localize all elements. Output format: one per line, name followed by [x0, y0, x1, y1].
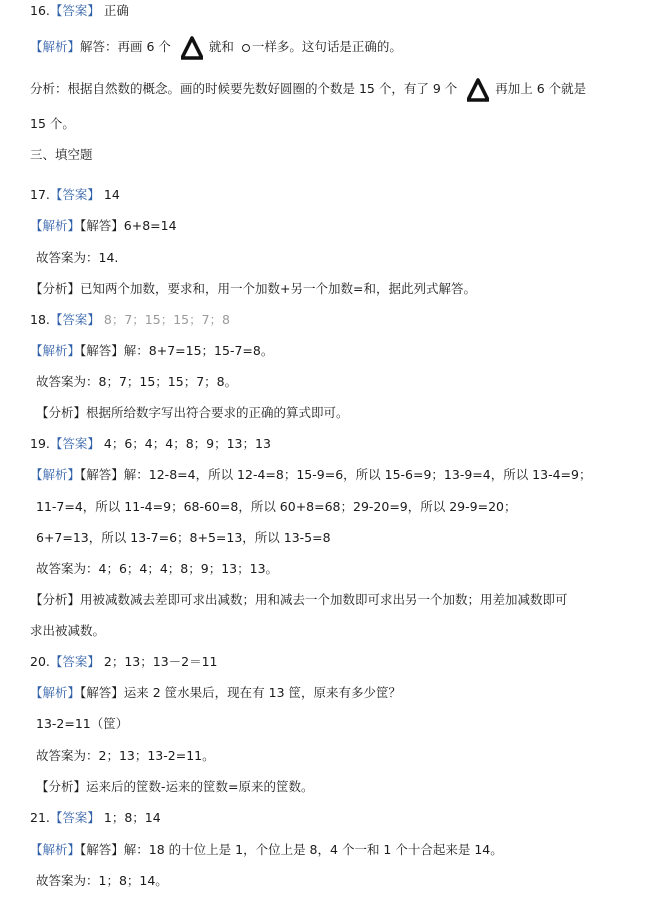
q17-solution-line — [30, 217, 177, 235]
q19-analysis-line-2 — [30, 622, 105, 640]
q20-solution-line-1 — [30, 684, 401, 702]
q17-answer: 14 — [103, 187, 120, 202]
q18-analysis-tag: 【分析】 — [36, 405, 87, 420]
q19-solution-line-2 — [36, 498, 516, 516]
q16-analysis-line — [30, 76, 586, 102]
q19-conclusion: 故答案为：4；6；4；4；8；9；13；13。 — [36, 561, 279, 576]
circle-icon — [242, 44, 250, 52]
q20-analysis: 运来后的筐数-运来的筐数=原来的筐数。 — [86, 779, 314, 794]
triangle-icon — [467, 78, 489, 102]
q18-answer-tag: 【答案】 — [49, 312, 100, 327]
q19-solution-tag: 【解答】 — [80, 467, 124, 482]
q19-answer-tag: 【答案】 — [49, 436, 100, 451]
q21-number: 21. — [30, 810, 50, 825]
q16-explanation-c: 一样多。这句话是正确的。 — [251, 39, 402, 54]
q18-solution-line — [30, 342, 273, 360]
q16-explanation-tag: 【解析】 — [30, 39, 81, 54]
q18-answer-line — [30, 311, 230, 329]
q17-answer-line — [30, 186, 120, 204]
q19-number: 19. — [30, 436, 50, 451]
q19-solution-line-3 — [36, 529, 331, 547]
q20-conclusion-line — [36, 747, 215, 765]
q21-solution: 解：18 的十位上是 1，个位上是 8，4 个一和 1 个十合起来是 14。 — [123, 842, 503, 857]
q16-analysis-c: 15 个。 — [30, 116, 75, 131]
q19-solution-2: 11-7=4，所以 11-4=9；68-60=8，所以 60+8=68；29-20=9，所以 29-9=20； — [36, 499, 517, 514]
q18-conclusion-line — [36, 373, 237, 391]
q20-explanation-tag: 【解析】 — [30, 685, 81, 700]
q16-answer: 正确 — [103, 3, 129, 18]
q21-solution-tag: 【解答】 — [80, 842, 124, 857]
q20-solution-tag: 【解答】 — [80, 685, 124, 700]
q21-conclusion-line — [36, 872, 168, 890]
q17-solution: 6+8=14 — [123, 218, 177, 233]
q16-analysis-b: 再加上 6 个就是 — [495, 81, 587, 96]
q21-solution-line — [30, 841, 503, 859]
q19-analysis-line-1 — [30, 591, 568, 609]
section-title — [30, 146, 93, 164]
q20-solution-2: 13-2=11（筐） — [36, 716, 129, 731]
q16-answer-line — [30, 2, 129, 20]
q18-solution-tag: 【解答】 — [80, 343, 124, 358]
q19-analysis-1: 用被减数减去差即可求出减数；用和减去一个加数即可求出另一个加数；用差加减数即可 — [80, 592, 568, 607]
q16-explanation-a: 解答：再画 6 个 — [80, 39, 171, 54]
q16-number: 16. — [30, 3, 50, 18]
q17-analysis-line — [30, 280, 476, 298]
q16-explanation-b: 就和 — [208, 39, 234, 54]
q19-analysis-tag: 【分析】 — [30, 592, 81, 607]
q19-solution-line-1 — [30, 466, 591, 484]
q18-conclusion: 故答案为：8；7；15；15；7；8。 — [36, 374, 238, 389]
q20-number: 20. — [30, 654, 50, 669]
q21-explanation-tag: 【解析】 — [30, 842, 81, 857]
q20-analysis-tag: 【分析】 — [36, 779, 87, 794]
q17-analysis-tag: 【分析】 — [30, 281, 81, 296]
q20-answer-line — [30, 653, 218, 671]
q19-analysis-2: 求出被减数。 — [30, 623, 106, 638]
section-title-text: 三、填空题 — [30, 147, 93, 162]
q17-conclusion: 故答案为：14. — [36, 250, 119, 265]
q17-conclusion-line — [36, 249, 118, 267]
q21-conclusion: 故答案为：1；8；14。 — [36, 873, 168, 888]
q16-explanation-line — [30, 34, 402, 60]
q16-answer-tag: 【答案】 — [49, 3, 100, 18]
q20-solution-1: 运来 2 筐水果后，现在有 13 筐，原来有多少筐？ — [123, 685, 402, 700]
q21-answer-tag: 【答案】 — [49, 810, 100, 825]
q19-answer-line — [30, 435, 271, 453]
q18-solution: 解：8+7=15；15-7=8。 — [123, 343, 274, 358]
q17-answer-tag: 【答案】 — [49, 187, 100, 202]
q18-number: 18. — [30, 312, 50, 327]
q19-explanation-tag: 【解析】 — [30, 467, 81, 482]
q20-analysis-line — [36, 778, 314, 796]
q20-answer-tag: 【答案】 — [49, 654, 100, 669]
q17-number: 17. — [30, 187, 50, 202]
q21-answer: 1；8；14 — [103, 810, 161, 825]
q20-answer: 2；13；13－2＝11 — [103, 654, 218, 669]
q19-conclusion-line — [36, 560, 278, 578]
q18-analysis: 根据所给数字写出符合要求的正确的算式即可。 — [86, 405, 349, 420]
q17-explanation-tag: 【解析】 — [30, 218, 81, 233]
q16-analysis-line-2 — [30, 115, 75, 133]
triangle-icon — [181, 36, 203, 60]
q20-conclusion: 故答案为：2；13；13-2=11。 — [36, 748, 215, 763]
q19-solution-3: 6+7=13，所以 13-7=6；8+5=13，所以 13-5=8 — [36, 530, 331, 545]
q21-answer-line — [30, 809, 161, 827]
q18-analysis-line — [36, 404, 349, 422]
q17-solution-tag: 【解答】 — [80, 218, 124, 233]
q18-answer: 8；7；15；15；7；8 — [103, 312, 231, 327]
q19-answer: 4；6；4；4；8；9；13；13 — [103, 436, 271, 451]
q20-solution-line-2 — [36, 715, 128, 733]
q17-analysis: 已知两个加数，要求和，用一个加数+另一个加数=和，据此列式解答。 — [80, 281, 476, 296]
q19-solution-1: 解：12-8=4，所以 12-4=8；15-9=6，所以 15-6=9；13-9=4，所以 13-4=9； — [123, 467, 592, 482]
q16-analysis-a: 分析：根据自然数的概念。画的时候要先数好圆圈的个数是 15 个，有了 9 个 — [30, 81, 458, 96]
q18-explanation-tag: 【解析】 — [30, 343, 81, 358]
